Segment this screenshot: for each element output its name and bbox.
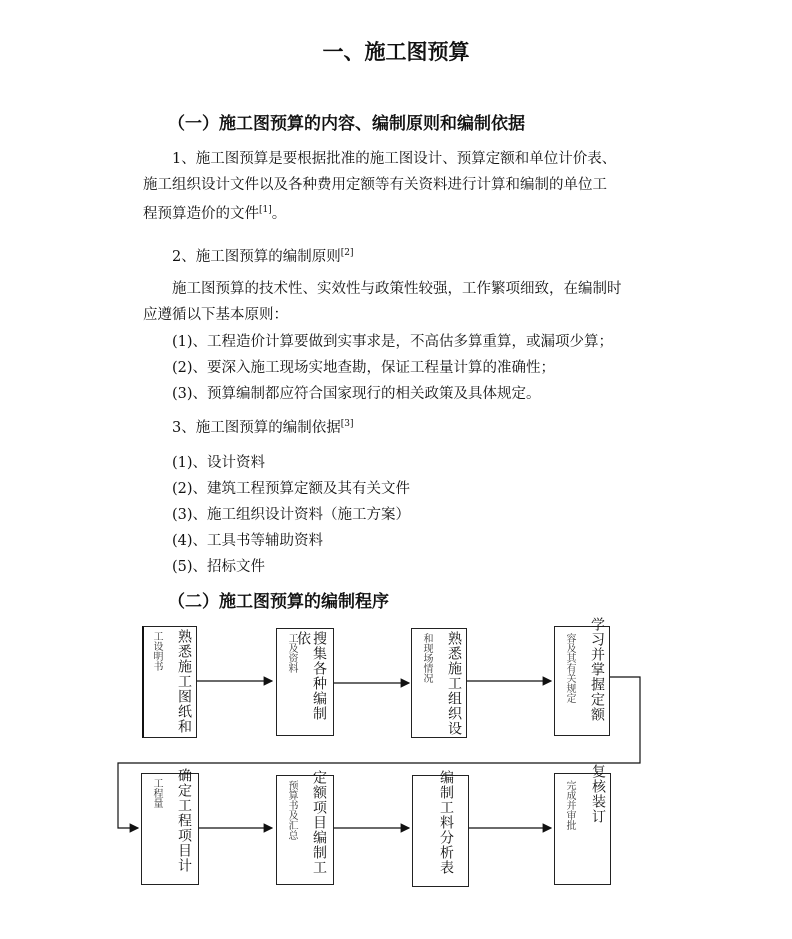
basis-item: (4)、工具书等辅助资料 [172, 533, 324, 549]
citation-3: [3] [340, 419, 354, 429]
item1-line2: 施工组织设计文件以及各种费用定额等有关资料进行计算和编制的单位工 [143, 177, 607, 193]
document-title: 一、施工图预算 [322, 40, 470, 64]
flow-step-box [276, 628, 334, 736]
flow-step-label: 搜集各种编制依 [295, 631, 327, 721]
flow-step-box [412, 770, 469, 887]
flow-step-box [554, 764, 611, 885]
basis-item: (1)、设计资料 [172, 455, 266, 471]
basis-item: (5)、招标文件 [172, 559, 266, 575]
flow-step-label: 定额项目编制工 [311, 770, 327, 875]
item1-line3-text: 程预算造价的文件 [143, 206, 259, 222]
flow-step-label: 熟悉施工组织设 [446, 631, 462, 736]
flow-step-label: 确定工程项目计 [176, 768, 192, 873]
flow-step-sublabel: 工设明书 [151, 631, 162, 671]
section-heading-procedure: （二）施工图预算的编制程序 [168, 592, 389, 612]
flow-step-sublabel: 完成并审批 [564, 780, 575, 830]
flow-step-sublabel: 预算书及汇总 [286, 780, 297, 840]
citation-1: [1] [259, 205, 272, 215]
principle-item: (2)、要深入施工现场实地查勘，保证工程量计算的准确性； [172, 360, 556, 376]
flow-step-sublabel: 工及资料 [286, 633, 297, 673]
item1-line3-end: 。 [271, 206, 287, 222]
citation-2: [2] [340, 248, 354, 258]
flow-step-box [411, 628, 467, 738]
flow-step-label: 熟悉施工图纸和 [176, 629, 192, 734]
item2-heading-text: 2、施工图预算的编制原则 [172, 249, 341, 265]
flow-step-label: 复核装订 [590, 764, 606, 824]
item1-line1: 1、施工图预算是要根据批准的施工图设计、预算定额和单位计价表、 [172, 151, 617, 167]
section-heading-content: （一）施工图预算的内容、编制原则和编制依据 [168, 114, 525, 134]
principle-item: (1)、工程造价计算要做到实事求是，不高估多算重算，或漏项少算； [172, 334, 614, 350]
flow-step-sublabel: 和现场情况 [421, 633, 432, 683]
flow-step-label: 编制工料分析表 [438, 770, 454, 875]
flow-step-box [554, 617, 610, 736]
flow-step-box [142, 626, 197, 738]
flow-step-sublabel: 工程量 [151, 778, 162, 808]
flow-step-box [276, 770, 334, 885]
flow-step-box [141, 768, 199, 885]
flow-step-label: 学习并掌握定额 [589, 617, 605, 722]
item3-heading-text: 3、施工图预算的编制依据 [172, 420, 341, 436]
item2-para-line1: 施工图预算的技术性、实效性与政策性较强，工作繁项细致，在编制时 [172, 281, 622, 297]
basis-item: (3)、施工组织设计资料（施工方案） [172, 507, 411, 523]
flow-step-sublabel: 容及其有关规定 [564, 633, 575, 703]
item2-para-line2: 应遵循以下基本原则： [143, 307, 288, 323]
principle-item: (3)、预算编制都应符合国家现行的相关政策及具体规定。 [172, 386, 541, 402]
basis-item: (2)、建筑工程预算定额及其有关文件 [172, 481, 411, 497]
